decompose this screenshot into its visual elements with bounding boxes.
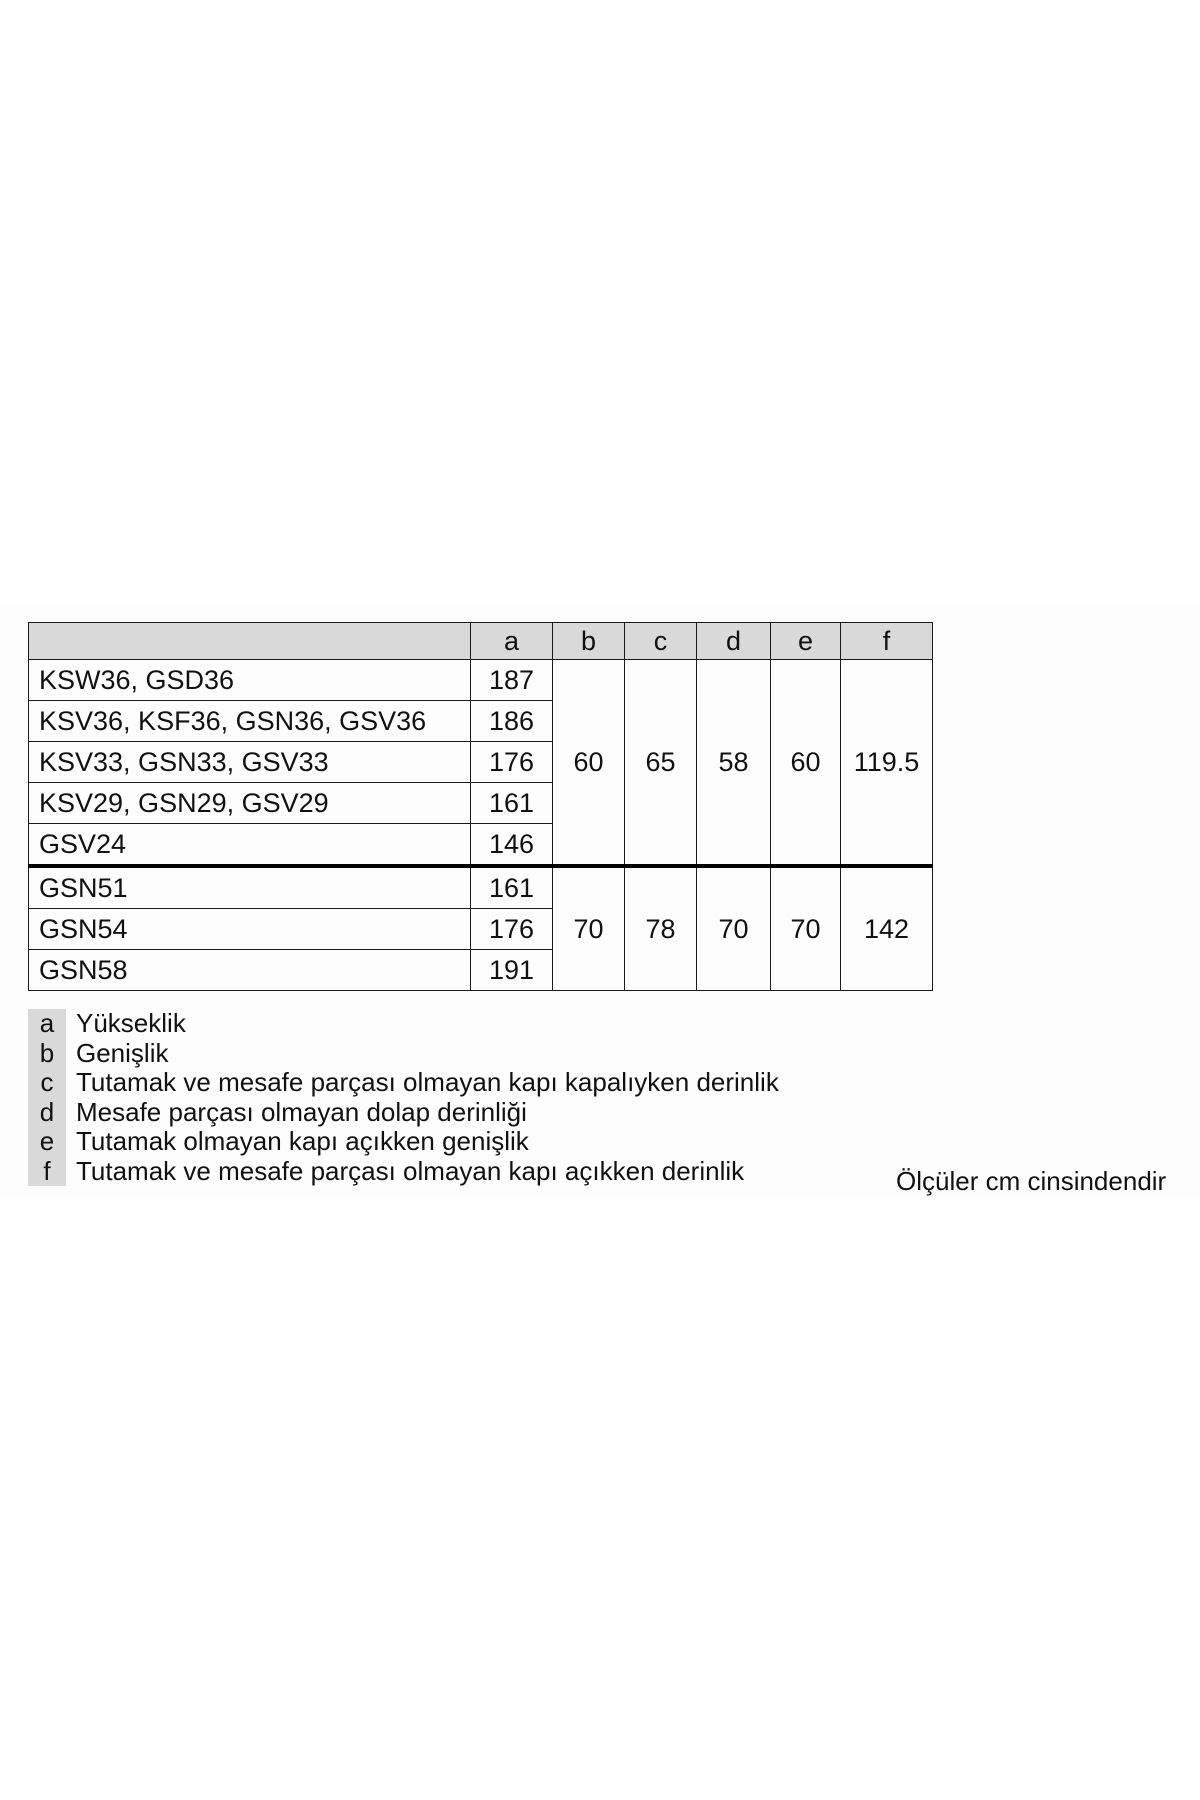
height-cell: 161 [471,783,553,824]
group1-width-cell: 60 [553,660,625,867]
group2-depth-open-cell: 142 [841,866,933,991]
model-cell: KSV33, GSN33, GSV33 [29,742,471,783]
group2-depth-closed-cell: 78 [625,866,697,991]
height-cell: 161 [471,866,553,909]
legend-text: Mesafe parçası olmayan dolap derinliği [76,1096,527,1127]
legend [28,1009,779,1186]
model-cell: GSN58 [29,950,471,991]
dimensions-table [28,622,933,991]
legend-item [28,1098,779,1128]
legend-item [28,1127,779,1157]
header-f-cell: f [841,623,933,660]
units-note: Ölçüler cm cinsindendir [896,1166,1167,1196]
height-cell: 176 [471,909,553,950]
group1-width-open-cell: 60 [771,660,841,867]
group1-depth-open-cell: 119.5 [841,660,933,867]
legend-key: d [28,1098,66,1128]
header-c-cell: c [625,623,697,660]
legend-text: Tutamak olmayan kapı açıkken genişlik [76,1126,529,1156]
table-header-row [29,623,933,660]
legend-item [28,1039,779,1069]
model-cell: GSN54 [29,909,471,950]
model-cell: KSV29, GSN29, GSV29 [29,783,471,824]
group1-cabinet-depth-cell: 58 [697,660,771,867]
header-a-cell: a [471,623,553,660]
legend-text: Yükseklik [76,1008,186,1038]
legend-text: Tutamak ve mesafe parçası olmayan kapı kapalıyken derinlik [76,1067,779,1097]
model-cell: KSW36, GSD36 [29,660,471,701]
legend-text: Tutamak ve mesafe parçası olmayan kapı açıkken derinlik [76,1155,745,1186]
height-cell: 146 [471,824,553,867]
legend-key: a [28,1009,66,1039]
header-model-cell [29,623,471,660]
header-e-cell: e [771,623,841,660]
legend-key: f [28,1157,66,1187]
legend-item [28,1157,779,1187]
model-cell: GSV24 [29,824,471,867]
header-b-cell: b [553,623,625,660]
legend-key: e [28,1127,66,1157]
height-cell: 191 [471,950,553,991]
height-cell: 187 [471,660,553,701]
group2-width-cell: 70 [553,866,625,991]
model-cell: KSV36, KSF36, GSN36, GSV36 [29,701,471,742]
group1-depth-closed-cell: 65 [625,660,697,867]
group2-width-open-cell: 70 [771,866,841,991]
table-row [29,866,933,909]
legend-key: b [28,1039,66,1069]
legend-key: c [28,1068,66,1098]
legend-item [28,1009,779,1039]
legend-item [28,1068,779,1098]
height-cell: 176 [471,742,553,783]
height-cell: 186 [471,701,553,742]
group2-cabinet-depth-cell: 70 [697,866,771,991]
model-cell: GSN51 [29,866,471,909]
table-row [29,660,933,701]
legend-text: Genişlik [76,1037,169,1068]
header-d-cell: d [697,623,771,660]
